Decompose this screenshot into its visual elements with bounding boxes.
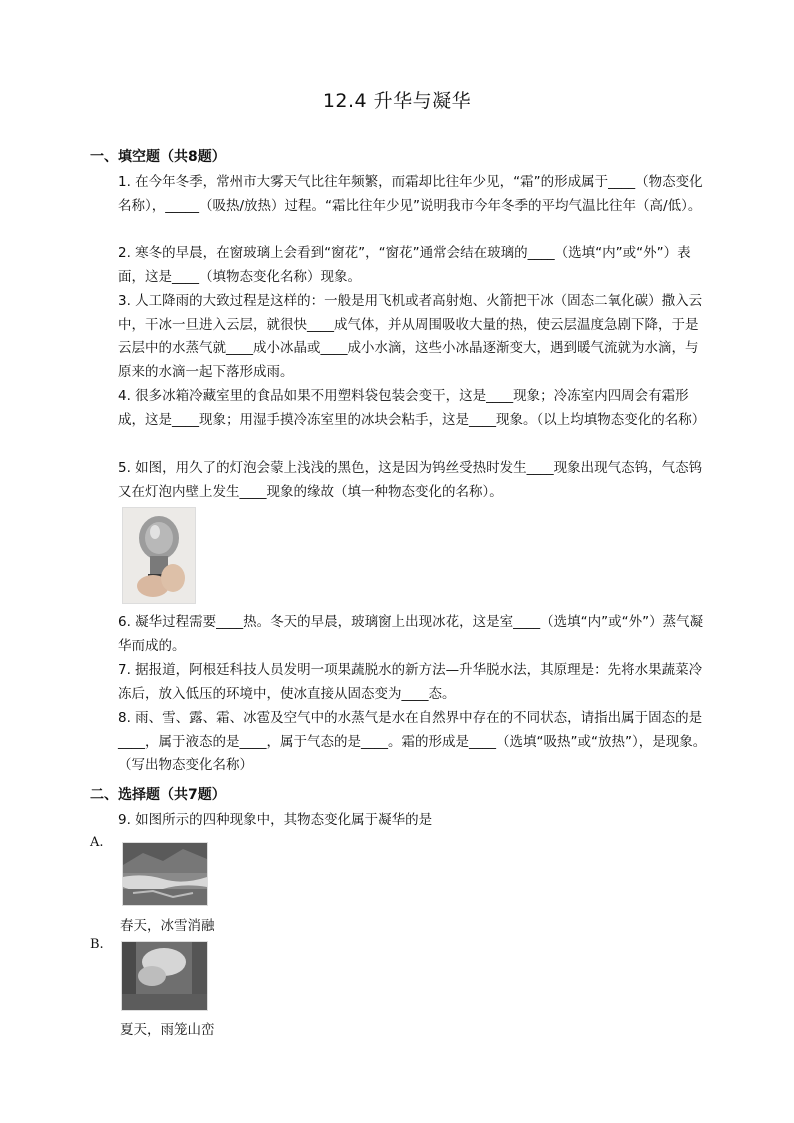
option-b-caption: 夏天，雨笼山峦 — [120, 1022, 215, 1038]
bulb-photo — [122, 507, 196, 604]
melting-snow-image — [123, 843, 207, 905]
question-1: 1. 在今年冬季，常州市大雾天气比往年频繁，而霜却比往年少见，“霜”的形成属于____（物态变化名称），_____（吸热/放热）过程。“霜比往年少见”说明我市今年冬季的平均气温比往年（高/低）。 — [118, 174, 703, 214]
option-a-letter: A. — [90, 835, 104, 850]
option-b-photo — [121, 941, 208, 1011]
option-a-photo — [122, 842, 208, 906]
question-2: 2. 寒冬的早晨，在窗玻璃上会看到“窗花”，“窗花”通常会结在玻璃的____（选填“内”或“外”）表面，这是____（填物态变化名称）现象。 — [118, 245, 691, 285]
light-bulb-image — [123, 508, 195, 603]
option-a-caption: 春天，冰雪消融 — [120, 918, 215, 934]
option-b-letter: B. — [90, 937, 104, 952]
question-7: 7. 据报道，阿根廷科技人员发明一项果蔬脱水的新方法—升华脱水法，其原理是：先将水果蔬菜冷冻后，放入低压的环境中，使冰直接从固态变为____态。 — [118, 662, 703, 702]
question-4: 4. 很多冰箱冷藏室里的食品如果不用塑料袋包装会变干，这是____现象；冷冻室内四周会有霜形成，这是____现象；用湿手摸冷冻室里的冰块会粘手，这是____现象。（以上均填物态变化的名称） — [118, 388, 706, 428]
question-5: 5. 如图，用久了的灯泡会蒙上浅浅的黑色，这是因为钨丝受热时发生____现象出现气态钨，气态钨又在灯泡内壁上发生____现象的缘故（填一种物态变化的名称）。 — [118, 460, 703, 500]
page-title: 12.4 升华与凝华 — [322, 90, 472, 112]
question-8: 8. 雨、雪、露、霜、冰雹及空气中的水蒸气是水在自然界中存在的不同状态，请指出属于固态的是____，属于液态的是____，属于气态的是____。霜的形成是____（选填“吸热”或“放热”），是现象。（写出物态变化名称） — [118, 710, 707, 773]
question-6: 6. 凝华过程需要____热。冬天的早晨，玻璃窗上出现冰花，这是室____（选填“内”或“外”）蒸气凝华而成的。 — [118, 614, 704, 654]
question-9: 9. 如图所示的四种现象中，其物态变化属于凝华的是 — [118, 812, 433, 828]
section-choice: 二、选择题（共7题） — [90, 787, 226, 803]
misty-mountain-image — [122, 942, 207, 1010]
question-3: 3. 人工降雨的大致过程是这样的：一般是用飞机或者高射炮、火箭把干冰（固态二氧化碳）撒入云中，干冰一旦进入云层，就很快____成气体，并从周围吸收大量的热，使云层温度急剧下降，于是云层中的水蒸气就____成小冰晶或____成小水滴，这些小冰晶逐渐变大，遇到暖气流就为水滴，与原来的水滴一起下落形成雨。 — [118, 293, 703, 380]
section-fill-in: 一、填空题（共8题） — [90, 149, 226, 165]
